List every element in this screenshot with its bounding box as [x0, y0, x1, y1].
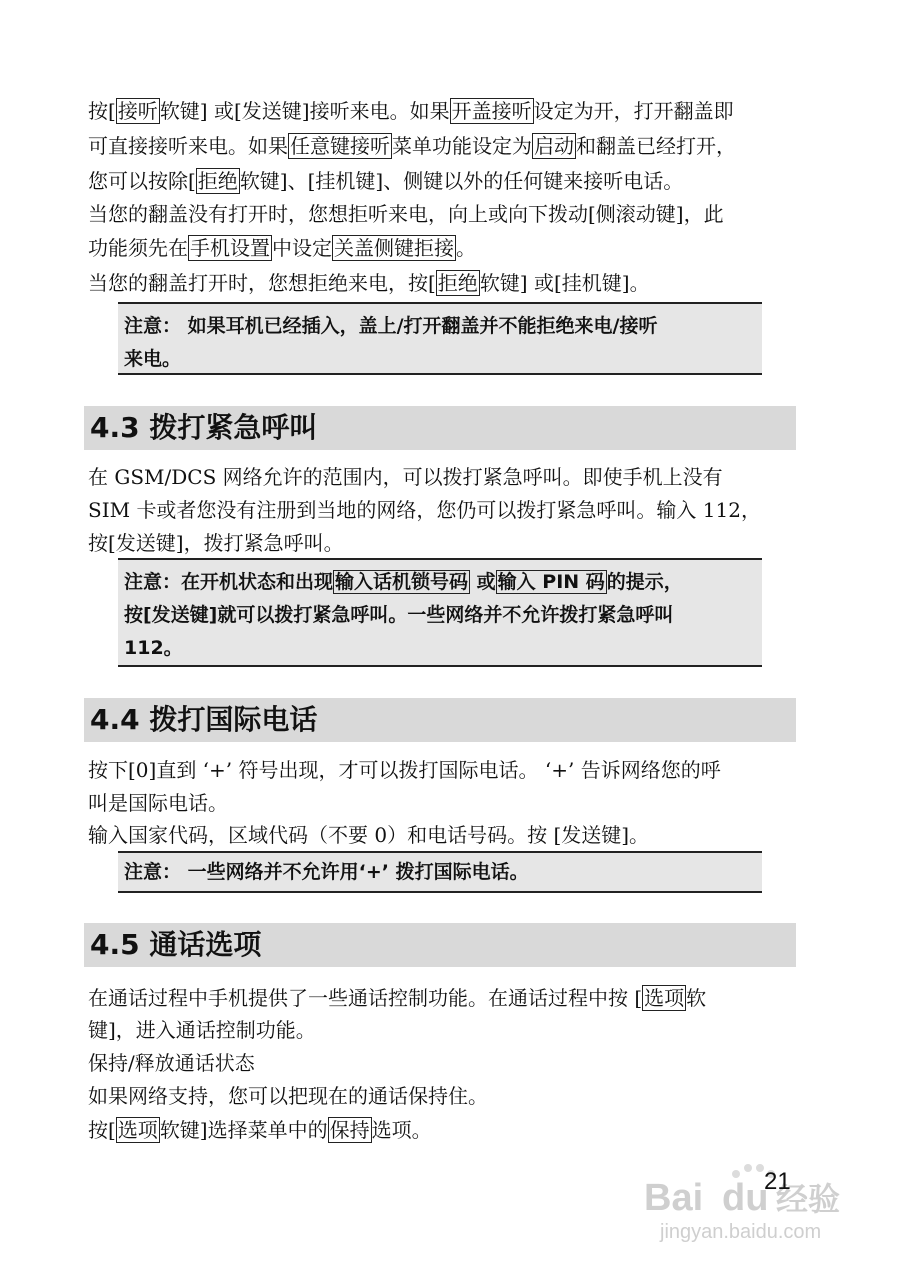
s43-line-3: 按[发送键]，拨打紧急呼叫。: [88, 531, 344, 555]
text: 按[: [88, 99, 116, 123]
text: 中设定: [272, 236, 332, 260]
s45-line-1: [88, 985, 706, 1011]
intro-line-3: [88, 168, 683, 194]
watermark-brand-cn: 经验: [776, 1181, 841, 1217]
note-text: 注意： 如果耳机已经插入，盖上/打开翻盖并不能拒绝来电/接听: [124, 315, 658, 337]
softkey-options: 选项: [117, 1118, 158, 1142]
prompt-pin: 输入 PIN 码: [497, 571, 605, 593]
note-text: [124, 566, 756, 599]
watermark-brand: Bai: [644, 1177, 704, 1219]
menu-closed-side-reject: 关盖侧键拒接: [334, 236, 454, 260]
intro-line-5: [88, 235, 476, 261]
softkey-options: 选项: [644, 986, 685, 1010]
note-box: [118, 302, 762, 375]
intro-line-6: [88, 270, 650, 296]
intro-line-4: 当您的翻盖没有打开时，您想拒听来电，向上或向下拨动[侧滚动键]，此: [88, 202, 724, 226]
paw-dot: [756, 1164, 764, 1172]
text: 您可以按除[: [88, 169, 196, 193]
note-text: 注意： 一些网络并不允许用‘+’ 拨打国际电话。: [124, 861, 529, 883]
text: 软键]选择菜单中的: [159, 1118, 328, 1142]
text: 设定为开，打开翻盖即: [533, 99, 734, 123]
menu-anykey-answer: 任意键接听: [290, 134, 390, 158]
menu-open-answer: 开盖接听: [451, 99, 532, 123]
prompt-phone-lock: 输入话机锁号码: [335, 571, 469, 593]
option-enable: 启动: [534, 134, 574, 158]
intro-line-1: [88, 98, 734, 124]
s44-line-3: 输入国家代码，区域代码（不要 0）和电话号码。按 [发送键]。: [88, 823, 650, 847]
softkey-reject: 拒绝: [197, 169, 238, 193]
s45-line-4: 如果网络支持，您可以把现在的通话保持住。: [88, 1084, 488, 1108]
s45-line-2: 键]，进入通话控制功能。: [88, 1018, 316, 1042]
text: 软键] 或[挂机键]。: [479, 271, 650, 295]
softkey-answer: 接听: [117, 99, 158, 123]
text: 的提示，: [606, 571, 683, 593]
note-text: 112。: [124, 637, 183, 659]
s44-line-1: 按下[0]直到 ‘+’ 符号出现，才可以拨打国际电话。 ‘+’ 告诉网络您的呼: [88, 758, 721, 782]
text: 功能须先在: [88, 236, 188, 260]
text: 。: [456, 236, 476, 260]
intro-line-2: [88, 133, 736, 159]
baidu-jingyan-watermark-logo: [640, 1160, 870, 1250]
s45-line-3: 保持/释放通话状态: [88, 1051, 255, 1075]
section-heading: 4.4 拨打国际电话: [84, 698, 796, 742]
text: 在通话过程中手机提供了一些通话控制功能。在通话过程中按 [: [88, 986, 643, 1010]
softkey-reject: 拒绝: [437, 271, 478, 295]
note-text: 按[发送键]就可以拨打紧急呼叫。一些网络并不允许拨打紧急呼叫: [124, 604, 674, 626]
text: 可直接接听来电。如果: [88, 134, 288, 158]
menu-hold: 保持: [329, 1118, 370, 1142]
watermark-url: jingyan.baidu.com: [660, 1221, 822, 1243]
text: 软键] 或[发送键]接听来电。如果: [159, 99, 450, 123]
section-heading: 4.5 通话选项: [84, 923, 796, 967]
text: 和翻盖已经打开，: [576, 134, 736, 158]
watermark-brand: du: [722, 1177, 769, 1219]
text: 当您的翻盖打开时，您想拒绝来电，按[: [88, 271, 436, 295]
s43-line-2: SIM 卡或者您没有注册到当地的网络，您仍可以拨打紧急呼叫。输入 112，: [88, 498, 761, 522]
note-box: [118, 558, 762, 667]
note-text: 来电。: [124, 348, 182, 370]
page-number: 21: [764, 1168, 791, 1195]
text: 软: [686, 986, 707, 1010]
menu-phone-settings: 手机设置: [190, 236, 270, 260]
text: 软键]、[挂机键]、侧键以外的任何键来接听电话。: [239, 169, 684, 193]
paw-dot: [744, 1164, 752, 1172]
text: 选项。: [371, 1118, 432, 1142]
text: 菜单功能设定为: [392, 134, 532, 158]
text: 注意：在开机状态和出现: [124, 571, 334, 593]
note-box: [118, 851, 762, 893]
s43-line-1: 在 GSM/DCS 网络允许的范围内，可以拨打紧急呼叫。即使手机上没有: [88, 465, 723, 489]
s45-line-5: [88, 1117, 432, 1143]
section-heading: 4.3 拨打紧急呼叫: [84, 406, 796, 450]
s44-line-2: 叫是国际电话。: [88, 791, 228, 815]
text: 按[: [88, 1118, 116, 1142]
text: 或: [470, 571, 496, 593]
